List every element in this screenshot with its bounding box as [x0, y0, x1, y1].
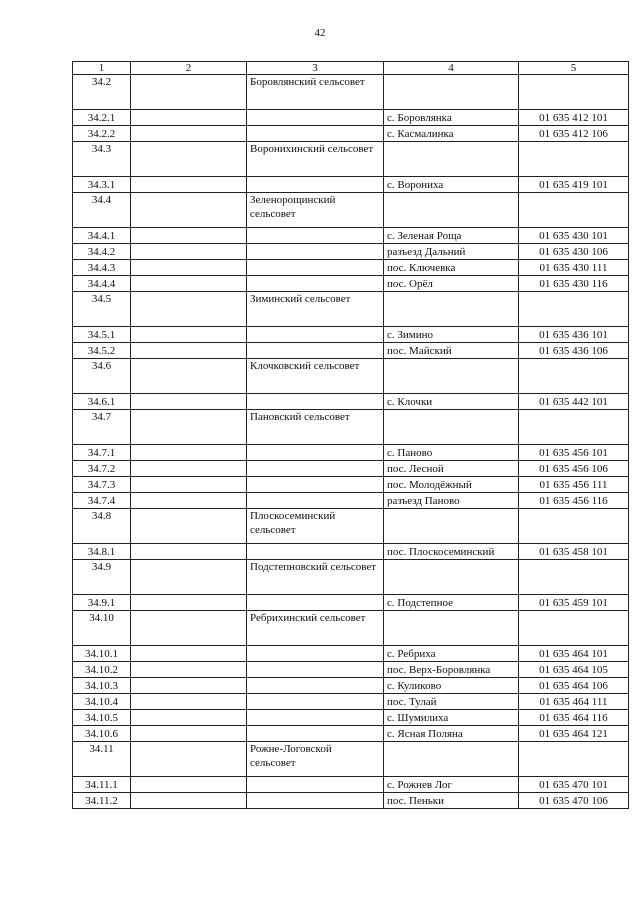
- council-name-cell: [247, 646, 384, 662]
- settlement-name-cell: пос. Плоскосеминский: [384, 544, 519, 560]
- okato-code-cell: 01 635 456 106: [519, 461, 629, 477]
- column-2-cell: [131, 544, 247, 560]
- council-name-cell: [247, 244, 384, 260]
- settlement-name-cell: с. Ясная Поляна: [384, 726, 519, 742]
- okato-code-cell: 01 635 456 111: [519, 477, 629, 493]
- table-row: [73, 445, 629, 461]
- settlement-name-cell: пос. Ключевка: [384, 260, 519, 276]
- table-row: [73, 343, 629, 359]
- council-name-cell: Зеленорощинский сельсовет: [247, 193, 384, 228]
- okato-code-cell: [519, 193, 629, 228]
- council-name-cell: [247, 694, 384, 710]
- council-name-cell: Ребрихинский сельсовет: [247, 611, 384, 646]
- row-number-cell: 34.10.2: [73, 662, 131, 678]
- row-number-cell: 34.11.1: [73, 777, 131, 793]
- settlement-name-cell: [384, 742, 519, 777]
- row-number-cell: 34.7.3: [73, 477, 131, 493]
- table-row: [73, 244, 629, 260]
- column-2-cell: [131, 276, 247, 292]
- table-row: [73, 646, 629, 662]
- council-name-cell: [247, 126, 384, 142]
- column-2-cell: [131, 75, 247, 110]
- column-2-cell: [131, 493, 247, 509]
- row-number-cell: 34.4.3: [73, 260, 131, 276]
- okato-code-cell: 01 635 470 106: [519, 793, 629, 809]
- row-number-cell: 34.10.6: [73, 726, 131, 742]
- column-2-cell: [131, 726, 247, 742]
- column-2-cell: [131, 359, 247, 394]
- council-name-cell: [247, 327, 384, 343]
- table-row: [73, 110, 629, 126]
- okato-code-cell: 01 635 464 121: [519, 726, 629, 742]
- row-number-cell: 34.10.4: [73, 694, 131, 710]
- table-row: [73, 793, 629, 809]
- council-name-cell: [247, 461, 384, 477]
- column-2-cell: [131, 477, 247, 493]
- table-row: [73, 126, 629, 142]
- okato-code-cell: [519, 742, 629, 777]
- row-number-cell: 34.5.1: [73, 327, 131, 343]
- okato-code-cell: 01 635 436 101: [519, 327, 629, 343]
- column-2-cell: [131, 177, 247, 193]
- column-2-cell: [131, 244, 247, 260]
- okato-code-cell: 01 635 456 101: [519, 445, 629, 461]
- table-row: [73, 193, 629, 228]
- row-number-cell: 34.4: [73, 193, 131, 228]
- okato-code-cell: 01 635 412 106: [519, 126, 629, 142]
- okato-code-cell: [519, 292, 629, 327]
- council-name-cell: Воронихинский сельсовет: [247, 142, 384, 177]
- okato-code-cell: 01 635 430 106: [519, 244, 629, 260]
- column-2-cell: [131, 410, 247, 445]
- council-name-cell: Подстепновский сельсовет: [247, 560, 384, 595]
- header-col-2: 2: [131, 62, 247, 75]
- council-name-cell: [247, 544, 384, 560]
- row-number-cell: 34.4.1: [73, 228, 131, 244]
- settlement-name-cell: [384, 292, 519, 327]
- column-2-cell: [131, 394, 247, 410]
- table-row: [73, 75, 629, 110]
- council-name-cell: Зиминский сельсовет: [247, 292, 384, 327]
- settlement-name-cell: разъезд Дальний: [384, 244, 519, 260]
- table-row: [73, 394, 629, 410]
- settlement-name-cell: с. Зимино: [384, 327, 519, 343]
- row-number-cell: 34.9.1: [73, 595, 131, 611]
- settlement-name-cell: с. Рожнев Лог: [384, 777, 519, 793]
- settlement-name-cell: пос. Орёл: [384, 276, 519, 292]
- settlement-name-cell: [384, 410, 519, 445]
- okato-code-cell: 01 635 459 101: [519, 595, 629, 611]
- settlement-name-cell: с. Шумилиха: [384, 710, 519, 726]
- table-row: [73, 228, 629, 244]
- okato-code-cell: [519, 142, 629, 177]
- row-number-cell: 34.11.2: [73, 793, 131, 809]
- column-2-cell: [131, 126, 247, 142]
- council-name-cell: [247, 726, 384, 742]
- council-name-cell: [247, 394, 384, 410]
- council-name-cell: Рожне-Логовской сельсовет: [247, 742, 384, 777]
- settlement-name-cell: пос. Верх-Боровлянка: [384, 662, 519, 678]
- column-2-cell: [131, 228, 247, 244]
- table-row: [73, 410, 629, 445]
- okato-code-cell: 01 635 430 116: [519, 276, 629, 292]
- settlement-name-cell: [384, 75, 519, 110]
- settlement-name-cell: пос. Молодёжный: [384, 477, 519, 493]
- row-number-cell: 34.7: [73, 410, 131, 445]
- column-2-cell: [131, 193, 247, 228]
- okato-code-cell: 01 635 464 105: [519, 662, 629, 678]
- row-number-cell: 34.3.1: [73, 177, 131, 193]
- council-name-cell: [247, 777, 384, 793]
- table-row: [73, 142, 629, 177]
- settlement-name-cell: с. Ворониха: [384, 177, 519, 193]
- table-row: [73, 509, 629, 544]
- table-row: [73, 611, 629, 646]
- header-col-4: 4: [384, 62, 519, 75]
- okato-code-cell: 01 635 436 106: [519, 343, 629, 359]
- column-2-cell: [131, 777, 247, 793]
- column-2-cell: [131, 611, 247, 646]
- row-number-cell: 34.10.1: [73, 646, 131, 662]
- okato-code-cell: 01 635 458 101: [519, 544, 629, 560]
- table-row: [73, 493, 629, 509]
- column-2-cell: [131, 694, 247, 710]
- council-name-cell: [247, 445, 384, 461]
- council-name-cell: [247, 477, 384, 493]
- table-row: [73, 742, 629, 777]
- column-2-cell: [131, 142, 247, 177]
- council-name-cell: [247, 276, 384, 292]
- page-number: 42: [314, 27, 326, 39]
- okato-code-cell: 01 635 412 101: [519, 110, 629, 126]
- council-name-cell: [247, 595, 384, 611]
- settlement-name-cell: с. Касмалинка: [384, 126, 519, 142]
- okato-code-cell: 01 635 464 106: [519, 678, 629, 694]
- council-name-cell: Клочковский сельсовет: [247, 359, 384, 394]
- column-2-cell: [131, 461, 247, 477]
- settlement-name-cell: пос. Лесной: [384, 461, 519, 477]
- council-name-cell: Плоскосеминский сельсовет: [247, 509, 384, 544]
- council-name-cell: [247, 260, 384, 276]
- table-row: [73, 726, 629, 742]
- table-row: [73, 461, 629, 477]
- row-number-cell: 34.7.2: [73, 461, 131, 477]
- table-row: [73, 662, 629, 678]
- council-name-cell: Боровлянский сельсовет: [247, 75, 384, 110]
- column-2-cell: [131, 793, 247, 809]
- row-number-cell: 34.2: [73, 75, 131, 110]
- column-2-cell: [131, 742, 247, 777]
- row-number-cell: 34.9: [73, 560, 131, 595]
- row-number-cell: 34.6: [73, 359, 131, 394]
- column-2-cell: [131, 595, 247, 611]
- table-row: [73, 544, 629, 560]
- row-number-cell: 34.3: [73, 142, 131, 177]
- settlement-name-cell: с. Куликово: [384, 678, 519, 694]
- table-row: [73, 694, 629, 710]
- row-number-cell: 34.10.5: [73, 710, 131, 726]
- row-number-cell: 34.8.1: [73, 544, 131, 560]
- okato-code-cell: [519, 359, 629, 394]
- header-col-3: 3: [247, 62, 384, 75]
- okato-code-cell: 01 635 430 111: [519, 260, 629, 276]
- okato-code-cell: [519, 560, 629, 595]
- council-name-cell: [247, 678, 384, 694]
- settlement-name-cell: [384, 560, 519, 595]
- settlement-name-cell: с. Паново: [384, 445, 519, 461]
- row-number-cell: 34.8: [73, 509, 131, 544]
- council-name-cell: [247, 228, 384, 244]
- row-number-cell: 34.11: [73, 742, 131, 777]
- table-row: [73, 777, 629, 793]
- row-number-cell: 34.6.1: [73, 394, 131, 410]
- council-name-cell: [247, 177, 384, 193]
- column-2-cell: [131, 292, 247, 327]
- column-2-cell: [131, 343, 247, 359]
- header-col-5: 5: [519, 62, 629, 75]
- council-name-cell: [247, 493, 384, 509]
- okato-code-cell: [519, 75, 629, 110]
- row-number-cell: 34.5.2: [73, 343, 131, 359]
- okato-code-cell: 01 635 464 116: [519, 710, 629, 726]
- okato-code-cell: [519, 509, 629, 544]
- column-2-cell: [131, 710, 247, 726]
- council-name-cell: [247, 662, 384, 678]
- settlement-name-cell: [384, 611, 519, 646]
- row-number-cell: 34.5: [73, 292, 131, 327]
- settlement-name-cell: [384, 193, 519, 228]
- row-number-cell: 34.10: [73, 611, 131, 646]
- table-row: [73, 292, 629, 327]
- okato-code-cell: [519, 611, 629, 646]
- table-row: [73, 595, 629, 611]
- row-number-cell: 34.2.2: [73, 126, 131, 142]
- settlement-registry-table: [72, 61, 629, 809]
- column-2-cell: [131, 646, 247, 662]
- settlement-name-cell: с. Подстепное: [384, 595, 519, 611]
- okato-code-cell: 01 635 430 101: [519, 228, 629, 244]
- column-2-cell: [131, 327, 247, 343]
- row-number-cell: 34.7.4: [73, 493, 131, 509]
- okato-code-cell: [519, 410, 629, 445]
- table-row: [73, 477, 629, 493]
- table-row: [73, 276, 629, 292]
- settlement-name-cell: разъезд Паново: [384, 493, 519, 509]
- row-number-cell: 34.7.1: [73, 445, 131, 461]
- settlement-name-cell: пос. Пеньки: [384, 793, 519, 809]
- column-2-cell: [131, 110, 247, 126]
- row-number-cell: 34.2.1: [73, 110, 131, 126]
- table-row: [73, 260, 629, 276]
- council-name-cell: [247, 710, 384, 726]
- council-name-cell: [247, 793, 384, 809]
- column-2-cell: [131, 560, 247, 595]
- council-name-cell: [247, 343, 384, 359]
- table-body: [73, 75, 629, 809]
- column-2-cell: [131, 662, 247, 678]
- okato-code-cell: 01 635 464 101: [519, 646, 629, 662]
- column-2-cell: [131, 445, 247, 461]
- table-row: [73, 177, 629, 193]
- settlement-name-cell: [384, 509, 519, 544]
- okato-code-cell: 01 635 419 101: [519, 177, 629, 193]
- table-row: [73, 359, 629, 394]
- okato-code-cell: 01 635 442 101: [519, 394, 629, 410]
- settlement-name-cell: пос. Тулай: [384, 694, 519, 710]
- table-row: [73, 560, 629, 595]
- okato-code-cell: 01 635 470 101: [519, 777, 629, 793]
- settlement-name-cell: [384, 142, 519, 177]
- column-2-cell: [131, 260, 247, 276]
- row-number-cell: 34.10.3: [73, 678, 131, 694]
- council-name-cell: Пановский сельсовет: [247, 410, 384, 445]
- header-col-1: 1: [73, 62, 131, 75]
- column-2-cell: [131, 509, 247, 544]
- row-number-cell: 34.4.4: [73, 276, 131, 292]
- settlement-name-cell: [384, 359, 519, 394]
- table-row: [73, 678, 629, 694]
- table-row: [73, 710, 629, 726]
- table-row: [73, 327, 629, 343]
- row-number-cell: 34.4.2: [73, 244, 131, 260]
- okato-code-cell: 01 635 456 116: [519, 493, 629, 509]
- settlement-name-cell: с. Боровлянка: [384, 110, 519, 126]
- table-header-row: [73, 62, 629, 75]
- column-2-cell: [131, 678, 247, 694]
- settlement-name-cell: с. Ребриха: [384, 646, 519, 662]
- settlement-name-cell: с. Клочки: [384, 394, 519, 410]
- okato-code-cell: 01 635 464 111: [519, 694, 629, 710]
- council-name-cell: [247, 110, 384, 126]
- settlement-name-cell: пос. Майский: [384, 343, 519, 359]
- settlement-name-cell: с. Зеленая Роща: [384, 228, 519, 244]
